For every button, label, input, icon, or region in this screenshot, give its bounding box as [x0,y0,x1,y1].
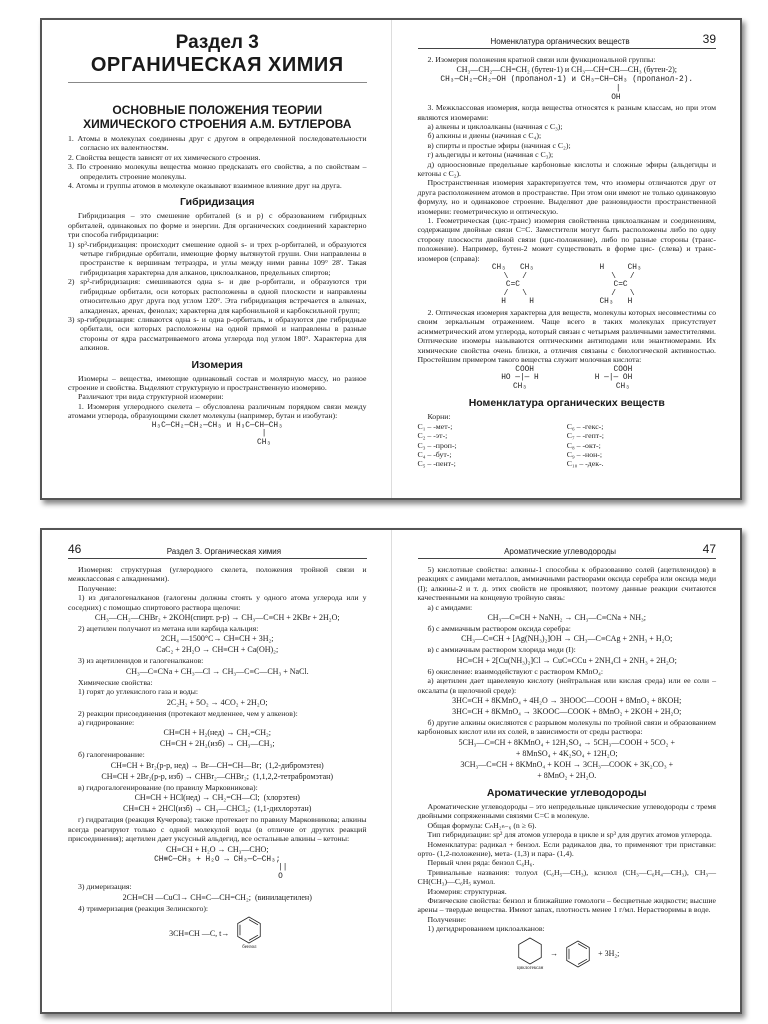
root-entry: C₄ – -бут-; [417,449,452,459]
chemical-equation: CH≡CH + H₂(нед) → CH₂=CH₂; [163,728,271,738]
reaction-diagram [418,936,717,972]
paragraph: 6) окисление: взаимодействуют с раствором KMnO₄: [427,666,604,676]
chemical-equation: 2C₂H₂ + 5O₂ → 4CO₂ + 2H₂O; [166,697,268,707]
roots-column [567,422,716,469]
paragraph: 1) дегидрированием циклоалканов: [427,924,545,934]
page-content [68,565,367,951]
paragraph: 3) димеризация: [78,882,132,892]
running-header [418,32,717,49]
paragraph: 2. Изомерия положения кратной связи или функциональной группы: [427,55,656,64]
structural-formula: H₃C—CH₂—CH₂—CH₃ и H₃C—CH—CH₃ | CH₃ [151,421,283,447]
structural-formula: COOH COOH HO —|— H H —|— OH CH₃ CH₃ [501,365,633,391]
chemical-equation: 2CH≡CH —CuCl→ CH≡C—CH=CH₂; (винилацетилен) [122,892,312,902]
root-entry: C₆ – -гекс-; [566,421,604,431]
structural-formula: CH₃—CH₂—CH₂—OH (пропанол-1) и CH₃—CH—CH₃ (пропанол-2). | OH [440,76,694,102]
paragraph: Первый член ряда: бензол C₆H₆. [427,858,535,868]
paragraph: 1. Геометрическая (цис-транс) изомерия свойственна циклоалканам и соединениям, содержащим двойные связи C=C. Заместители могут быть расположены либо по одну сторону плоскости двойной связи (цис-положение), либо по разные стороны (транс-положение). Например, бутен-2 может существовать в форме цис- (слева) и транс-изомеров (справа): [417,216,716,263]
paragraph: Корни: [427,412,451,422]
paragraph: 2) реакции присоединения (протекают медленнее, чем у алкенов): [78,708,298,718]
paragraph: Получение: [78,583,117,593]
benzene-ring-icon [233,915,265,951]
paragraph: Различают три вида структурной изомерии: [78,392,224,402]
paragraph: в) спирты и простые эфиры (начиная с C₂); [427,140,571,150]
page-content [418,565,717,972]
chemical-equation: CH₃—C≡CH + [Ag(NH₃)₂]OH → CH₃—C≡CAg + 2NH₃ + H₂O; [461,634,673,644]
reaction-left: 3CH≡CH —C, t→ [169,928,230,938]
paragraph: 1. Изомерия углеродного скелета – обусловлена различным порядком связи между атомами углерода, образующими скелет молекулы (например, бутан и изобутан): [68,401,367,421]
structural-formula: CH≡C—CH₃ + H₂O → CH₃—C—CH₃; || O [154,855,288,881]
chemical-equation: CaC₂ + 2H₂O → CH≡CH + Ca(OH)₂; [156,645,279,655]
page-content [68,103,367,447]
page-46 [42,530,391,1012]
paragraph: а) гидрирование: [78,718,135,728]
running-head-title: Номенклатура органических веществ [490,37,630,46]
root-entry: C₇ – -гепт-; [566,431,604,441]
reaction-diagram [68,915,367,951]
list-item: 3. По строению молекулы вещества можно предсказать его свойства, а по свойствам – определить строение молекулы. [68,162,367,181]
paragraph: Получение: [427,914,467,924]
running-header [68,542,367,559]
chemical-equation: CH≡CH + Br₂(р-р, нед) → Br—CH=CH—Br; (1,2-дибромэтен) [110,760,324,770]
chemical-equation: CH≡CH + 2Br₂(р-р, изб) → CHBr₂—CHBr₂; (1,1,2,2-тетрабромэтан) [101,771,334,781]
list-item: 1) sp³-гибридизация: происходит смешение одной s- и трех p-орбиталей, и образуются четыре гибридные орбитали, имеющие форму вытянутой груши. Они направлены в пространстве к вершинам тетраэдра, и углы между ними равны 109° 28′. Такая гибридизация характерна для алканов, циклоалканов, предельных спиртов; [68,239,367,277]
paragraph: Тип гибридизации: sp² для атомов углерода в цикле и sp³ для других атомов углерода. [427,830,712,840]
list-item: 1. Атомы в молекулах соединены друг с другом в определенной последовательности согласно их валентностям. [68,134,367,153]
paragraph: 5) кислотные свойства: алкины-1 способны к образованию солей (ацетиленидов) в реакциях с амидами металлов, аммиачными растворами оксида серебра или оксида меди (I); алкины-2 и т. д. этих свойств не проявляют, поэтому данные реакции считаются качественными на концевую тройную связь: [417,565,716,603]
paragraph: Номенклатура: радикал + бензол. Если радикалов два, то применяют три приставки: орто- (1,2-положение), мета- (1,3) и пара- (1,4). [417,839,716,858]
compound-caption: бензол [242,945,257,951]
running-header [418,542,717,559]
chemical-equation: CH≡CH + 2H₂(изб) → CH₃—CH₃; [159,739,275,749]
root-entry: C₉ – -нон-; [566,449,603,459]
chemical-equation: CH₃—CH₂—CH=CH₂ (бутен-1) и CH₃—CH=CH—CH₃ (бутен-2); [456,65,678,75]
page-47 [391,530,741,1012]
chemical-equation: 3CH₃—C≡CH + 8KMnO₄ + KOH → 3CH₃—COOK + 3K₂CO₃ + [460,759,674,769]
chemical-equation: + 8MnO₂ + 2H₂O. [537,770,597,780]
paragraph: а) с амидами: [427,602,473,612]
section-heading: ОСНОВНЫЕ ПОЛОЖЕНИЯ ТЕОРИИ ХИМИЧЕСКОГО СТРОЕНИЯ А.М. БУТЛЕРОВА [83,103,352,131]
list-item: 2) sp²-гибридизация: смешиваются одна s- и две p-орбитали, и образуются три гибридные орбитали, оси которых расположены в одной плоскости и направлены относительно друг друга под углом 120°. Эта гибридизация встречается в алкенах, алкадиенах, аренах, фенолах; характерна для карбонильной и карбоксильной групп; [68,277,367,315]
paragraph: г) альдегиды и кетоны (начиная с C₃); [427,150,554,160]
paragraph: г) гидратация (реакция Кучерова); также протекает по правилу Марковникова; алкины всегда реагируют только с одной молекулой воды (в отличие от других реакций присоединения); ацетилен дает уксусный альдегид, все остальные алкины – кетоны: [68,815,367,844]
paragraph: в) гидрогалогенирование (по правилу Марковникова): [78,782,258,792]
paragraph: д) одноосновные предельные карбоновые кислоты и сложные эфиры (альдегиды и кетоны с C₂). [417,159,716,179]
paragraph: Гибридизация – это смешение орбиталей (s и p) с образованием гибридных орбиталей, одинаковых по форме и энергии. Для органических соединений характерно три способа гибридизации: [68,211,367,240]
paragraph: Изомеры – вещества, имеющие одинаковый состав и молярную массу, но разное строение и свойства. Выделяют структурную и пространственную изомерию. [68,373,367,392]
root-entry: C₅ – -пент-; [417,459,456,469]
reaction-right: + 3H₂; [598,949,620,959]
page-number: 46 [68,542,82,556]
chemical-equation: CH≡CH + 2HCl(изб) → CH₃—CHCl₂; (1,1-дихлорэтан) [123,804,312,814]
title-divider [68,82,367,83]
paragraph: Химические свойства: [78,677,153,687]
list-item: 2. Свойства веществ зависят от их химического строения. [68,152,261,162]
paragraph: 2. Оптическая изомерия характерна для веществ, молекулы которых несовместимы со своим зеркальным отражением. Чаще всего в таких молекулах присутствует асимметрический атом углерода, который связан с четырьмя различными заместителями. Оптические изомеры называются оптическими антиподами или энантиомерами. Их химические свойства очень близки, а отличия связаны с биологической активностью. Простейшим примером такого вещества служит молочная кислота: [417,308,716,365]
root-entry: C₁ – -мет-; [417,421,453,431]
root-entry: C₁₀ – -дек-. [566,459,604,469]
running-head-title: Раздел 3. Органическая химия [166,547,282,556]
chemical-equation: CH≡CH + HCl(нед) → CH₂=CH—Cl; (хлорэтен) [134,793,300,803]
chemical-equation: CH≡CH + H₂O → CH₃—CHO; [165,844,269,854]
bottom-book-spread [40,528,742,1014]
paragraph: Общая формула: CₙH₂ₙ₋₆ (n ≥ 6). [427,820,537,830]
chemical-equation: 3HC≡CH + 8KMnO₄ → 3KOOC—COOK + 8MnO₂ + 2KOH + 2H₂O; [452,707,682,717]
paragraph: а) алкены и циклоалканы (начиная с C₃); [427,122,563,131]
root-entry: C₈ – -окт-; [566,440,601,450]
paragraph: 1) из дигалогеналканов (галогены должны стоять у одного атома углерода или у соседних) с помощью спиртового раствора щелочи: [68,593,367,612]
page-number: 39 [702,32,716,46]
paragraph: 3) из ацетиленидов и галогеналканов: [78,656,204,666]
paragraph: Тривиальные названия: толуол (C₆H₅—CH₃), ксилол (CH₃—C₆H₄—CH₃), CH₃—CH(CH₃)—C₆H₅ кумол. [417,867,716,887]
arrow-icon: → [550,949,559,959]
page-content [418,55,717,469]
chemical-equation: HC≡CH + 2[Cu(NH₃)₂]Cl → CuC≡CCu + 2NH₄Cl + 2NH₃ + 2H₂O; [456,655,677,665]
subsection-heading: Ароматические углеводороды [486,786,647,799]
compound-caption: циклогексан [516,965,544,971]
paragraph: Изомерия: структурная. [427,886,507,896]
paragraph: Ароматические углеводороды – это непредельные циклические углеводороды с тремя двойными сопряженными связями C=C в молекуле. [417,801,716,821]
chemical-equation: 5CH₃—C≡CH + 8KMnO₄ + 12H₂SO₄ → 5CH₃—COOH + 5CO₂ + [458,737,675,747]
paragraph: 3. Межклассовая изомерия, когда вещества относятся к разным классам, но при этом являются изомерами: [417,103,716,122]
chemical-equation: 2CH₄ —1500°C→ CH≡CH + 3H₂; [161,634,274,644]
root-entry: C₃ – -проп-; [417,440,457,450]
list-item: 4. Атомы и группы атомов в молекуле оказывают взаимное влияние друг на друга. [68,181,342,191]
chemical-equation: 3HC≡CH + 8KMnO₄ + 4H₂O → 3HOOC—COOH + 8MnO₂ + 8KOH; [452,696,682,706]
paragraph: 4) тримеризация (реакция Зелинского): [78,903,209,913]
paragraph: б) галогенирование: [78,750,145,760]
benzene-ring-icon [562,939,594,969]
paragraph: 1) горят до углекислого газа и воды: [78,687,199,697]
subsection-heading: Номенклатура органических веществ [468,397,665,410]
paragraph: Физические свойства: бензол и ближайшие гомологи – бесцветные жидкости; высшие арены – твердые вещества. Имеют запах, плотность менее 1 г/мл. Нерастворимы в воде. [417,895,716,915]
chemical-equation: CH₃—C≡CH + NaNH₂ → CH₃—C≡CNa + NH₃; [487,613,647,623]
chemical-equation: + 8MnSO₄ + 4K₂SO₄ + 12H₂O; [515,748,618,758]
top-book-spread [40,18,742,500]
cyclohexane-ring-icon [514,936,546,972]
running-head-title: Ароматические углеводороды [504,547,617,556]
structural-formula: CH₃ CH₃ H CH₃ \ / \ / C=C C=C / \ / \ H H CH₃ H [491,264,642,307]
section-title [68,32,367,77]
section-label: Раздел 3 [175,32,259,53]
subsection-heading: Гибридизация [179,196,255,209]
paragraph: б) другие алкины окисляются с разрывом молекулы по тройной связи и образованием карбоновых кислот или их солей, в зависимости от среды раствора: [417,718,716,737]
paragraph: Изомерия: структурная (углеродного скелета, положения тройной связи и межклассовая с алкадиенами). [68,565,367,584]
list-item: 3) sp-гибридизация: сливаются одна s- и одна p-орбиталь, и образуются две гибридные орбитали, оси которых расположены на одной прямой и направлены в разные стороны от ядра рассматриваемого атома углерода под углом 180°. Характерна для алкинов. [68,314,367,353]
page-number: 47 [702,542,716,556]
chemical-equation: CH₃—CH₂—CHBr₂ + 2KOH(спирт. р-р) → CH₃—C≡CH + 2KBr + 2H₂O; [94,613,340,623]
paragraph: а) ацетилен дает щавелевую кислоту (нейтральная или кислая среда) или ее соли – оксалаты (в щелочной среде): [417,676,716,695]
subsection-heading: Изомерия [191,358,243,371]
chemical-equation: CH₃—C≡CNa + CH₃—Cl → CH₃—C≡C—CH₃ + NaCl. [125,666,309,676]
root-entry: C₂ – -эт-; [417,431,448,441]
section-name: ОРГАНИЧЕСКАЯ ХИМИЯ [90,54,344,76]
paragraph: в) с аммиачным раствором хлорида меди (I): [427,645,576,655]
roots-table [418,422,717,469]
page-38 [42,20,391,498]
paragraph: Пространственная изомерия характеризуется тем, что изомеры отличаются друг от друга расположением атомов в пространстве. При этом они имеют не только одинаковую формулу, но и одинаковое строение. Выделяют две разновидности пространственной изомерии: геометрическую и оптическую. [417,178,716,216]
roots-column [418,422,567,469]
page-39 [391,20,741,498]
paragraph: б) алкины и диены (начиная с C₄); [427,131,542,141]
paragraph: 2) ацетилен получают из метана или карбида кальция: [78,624,259,634]
paragraph: б) с аммиачным раствором оксида серебра: [427,624,571,634]
